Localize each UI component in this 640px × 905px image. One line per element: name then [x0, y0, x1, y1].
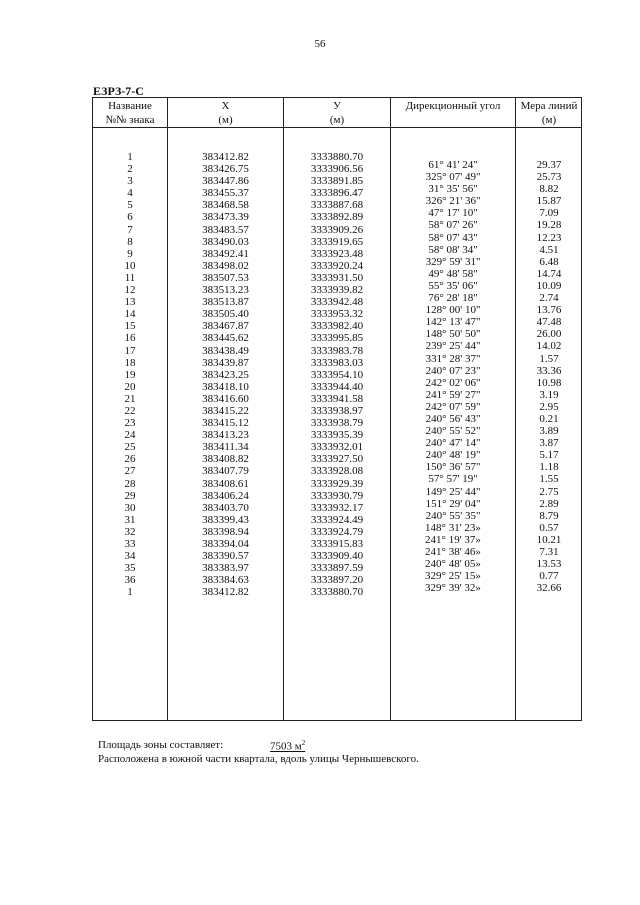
table-cell: 8.79 [539, 509, 559, 522]
table-cell: 3333896.47 [310, 187, 364, 200]
table-cell: 10.21 [536, 533, 562, 546]
location-text: Расположена в южной части квартала, вдоль улицы Чернышевского. [98, 753, 419, 765]
table-cell: 383415.12 [202, 417, 249, 430]
table-cell: 9 [127, 247, 133, 260]
table-cell: 14.02 [536, 340, 562, 353]
table-cell: 329° 59' 31" [425, 255, 481, 268]
table-cell: 12.23 [536, 231, 562, 244]
table-cell: 1 [127, 151, 133, 163]
table-cell: 26.00 [536, 328, 562, 341]
table-cell: 383399.43 [202, 513, 249, 526]
table-cell: 383513.23 [202, 284, 249, 297]
table-cell: 383468.58 [202, 199, 249, 212]
table-cell: 49° 48' 58" [428, 267, 478, 280]
table-cell: 3.87 [539, 437, 559, 450]
table-cell: 3333938.79 [310, 417, 364, 430]
table-cell: 32.66 [536, 582, 562, 595]
table-cell: 240° 07' 23" [425, 364, 481, 377]
table-cell: 3333983.03 [310, 356, 364, 369]
table-cell: 1.55 [539, 473, 559, 486]
table-cell: 241° 19' 37» [425, 533, 481, 546]
table-cell: 383411.34 [202, 441, 249, 454]
table-cell: 24 [124, 429, 136, 442]
column-x-values [168, 151, 283, 598]
table-cell: 383447.86 [202, 175, 249, 188]
table-cell: 3333924.49 [310, 513, 364, 526]
table-cell: 3333897.59 [310, 562, 364, 575]
table-cell: 3333942.48 [310, 296, 364, 309]
table-cell: 25.73 [536, 171, 562, 184]
table-cell: 128° 00' 10" [425, 304, 481, 317]
table-cell: 25 [124, 441, 136, 454]
table-cell: 383406.24 [202, 489, 249, 502]
table-cell: 3333929.39 [310, 477, 364, 490]
table-cell: 383390.57 [202, 550, 249, 563]
table-cell: 383403.70 [202, 501, 249, 514]
zone-code: ЕЗРЗ-7-С [93, 84, 144, 98]
table-cell: 383415.22 [202, 404, 249, 417]
table-cell: 383418.10 [202, 380, 249, 393]
table-cell: 3333927.50 [310, 453, 364, 466]
table-cell: 383413.23 [202, 429, 249, 442]
column-lengths [516, 159, 582, 594]
table-cell: 3333931.50 [310, 271, 364, 284]
table-cell: 10.09 [536, 279, 562, 292]
table-cell: 32 [124, 525, 136, 538]
table-cell: 3333941.58 [310, 392, 364, 405]
table-cell: 14.74 [536, 267, 562, 280]
table-cell: 29.37 [536, 159, 562, 171]
table-cell: 3333909.26 [310, 223, 364, 236]
header-y: У (м) [329, 100, 345, 126]
table-cell: 383394.04 [202, 538, 249, 550]
table-cell: 3 [127, 175, 133, 188]
table-cell: 3333906.56 [310, 163, 364, 176]
table-cell: 3333935.39 [310, 429, 364, 442]
table-cell: 3333919.65 [310, 235, 364, 248]
table-cell: 240° 56' 43" [425, 412, 481, 425]
table-cell: 4.51 [539, 243, 559, 256]
table-cell: 3333932.17 [310, 501, 364, 514]
table-cell: 33 [124, 538, 136, 550]
table-cell: 148° 50' 50" [425, 328, 481, 341]
table-cell: 3.19 [539, 388, 559, 401]
table-cell: 3333954.10 [310, 368, 364, 381]
table-cell: 383467.87 [202, 320, 249, 333]
header-length: Мера линий (м) [520, 100, 578, 126]
table-cell: 2.95 [539, 400, 559, 413]
table-cell: 3333909.40 [310, 550, 364, 563]
table-cell: 35 [124, 562, 136, 575]
table-cell: 240° 48' 05» [425, 558, 481, 571]
table-cell: 383407.79 [202, 465, 249, 478]
table-cell: 58° 07' 26" [428, 219, 478, 232]
table-cell: 3333953.32 [310, 308, 364, 321]
table-cell: 58° 07' 43" [428, 231, 478, 244]
table-cell: 383423.25 [202, 368, 249, 381]
table-cell: 12 [124, 284, 136, 297]
table-cell: 0.77 [539, 570, 559, 583]
table-cell: 383383.97 [202, 562, 249, 575]
table-cell: 57° 57' 19" [428, 473, 478, 486]
table-cell: 5 [127, 199, 133, 212]
table-cell: 3333928.08 [310, 465, 364, 478]
table-cell: 383408.82 [202, 453, 249, 466]
table-cell: 3333983.78 [310, 344, 364, 357]
table-cell: 383398.94 [202, 525, 249, 538]
table-cell: 19.28 [536, 219, 562, 232]
table-cell: 6.48 [539, 255, 559, 268]
table-cell: 7.09 [539, 207, 559, 220]
table-cell: 10 [124, 259, 136, 272]
table-cell: 383498.02 [202, 259, 249, 272]
table-cell: 240° 55' 52" [425, 425, 481, 438]
table-cell: 383483.57 [202, 223, 249, 236]
table-cell: 23 [124, 417, 136, 430]
table-cell: 26 [124, 453, 136, 466]
table-cell: 0.57 [539, 521, 559, 534]
table-cell: 1.57 [539, 352, 559, 365]
table-cell: 329° 39' 32» [425, 582, 481, 595]
table-cell: 242° 02' 06" [425, 376, 481, 389]
table-cell: 242° 07' 59" [425, 400, 481, 413]
table-cell: 76° 28' 18" [428, 292, 478, 305]
area-label: Площадь зоны составляет: [98, 739, 224, 751]
area-line [98, 739, 306, 753]
table-cell: 11 [124, 271, 136, 284]
table-cell: 325° 07' 49" [425, 171, 481, 184]
table-cell: 383505.40 [202, 308, 249, 321]
table-cell: 16 [124, 332, 136, 345]
table-cell: 3333897.20 [310, 574, 364, 587]
table-cell: 31° 35' 56" [428, 183, 478, 196]
table-cell: 240° 55' 35" [425, 509, 481, 522]
table-cell: 13.76 [536, 304, 562, 317]
table-cell: 3333920.24 [310, 259, 364, 272]
table-cell: 3333939.82 [310, 284, 364, 297]
table-cell: 149° 25' 44" [425, 485, 481, 498]
table-cell: 3333924.79 [310, 525, 364, 538]
table-cell: 383513.87 [202, 296, 249, 309]
table-cell: 1.18 [539, 461, 559, 474]
table-cell: 17 [124, 344, 136, 357]
page-number: 56 [314, 38, 326, 50]
table-cell: 58° 08' 34" [428, 243, 478, 256]
table-cell: 383492.41 [202, 247, 249, 260]
header-angle: Дирекционный угол [405, 100, 501, 112]
table-cell: 47° 17' 10" [428, 207, 478, 220]
table-cell: 240° 47' 14" [425, 437, 481, 450]
table-cell: 142° 13' 47" [425, 316, 481, 329]
table-cell: 28 [124, 477, 136, 490]
table-cell: 241° 59' 27" [425, 388, 481, 401]
table-cell: 383412.82 [202, 151, 249, 163]
table-cell: 61° 41' 24" [428, 159, 478, 171]
table-cell: 151° 29' 04" [425, 497, 481, 510]
table-cell: 47.48 [536, 316, 562, 329]
table-cell: 30 [124, 501, 136, 514]
table-cell: 2.75 [539, 485, 559, 498]
table-cell: 326° 21' 36" [425, 195, 481, 208]
table-cell: 383473.39 [202, 211, 249, 224]
column-y-values [284, 151, 390, 598]
table-cell: 240° 48' 19" [425, 449, 481, 462]
table-cell: 241° 38' 46» [425, 546, 481, 558]
table-cell: 3333887.68 [310, 199, 364, 212]
table-cell: 3333932.01 [310, 441, 364, 454]
table-cell: 1 [127, 586, 133, 599]
table-cell: 383408.61 [202, 477, 249, 490]
table-cell: 10.98 [536, 376, 562, 389]
table-cell: 3333930.79 [310, 489, 364, 502]
table-cell: 22 [124, 404, 136, 417]
table-cell: 36 [124, 574, 136, 587]
table-cell: 7 [127, 223, 133, 236]
table-cell: 15 [124, 320, 136, 333]
table-cell: 3.89 [539, 425, 559, 438]
table-cell: 239° 25' 44" [425, 340, 481, 353]
area-value: 7503 $м^2$ [270, 739, 306, 753]
table-cell: 383445.62 [202, 332, 249, 345]
table-cell: 383416.60 [202, 392, 249, 405]
table-cell: 55° 35' 06" [428, 279, 478, 292]
header-name: Название №№ знака [105, 100, 155, 126]
table-cell: 14 [124, 308, 136, 321]
table-cell: 8.82 [539, 183, 559, 196]
table-cell: 31 [124, 513, 136, 526]
table-cell: 383507.53 [202, 271, 249, 284]
table-cell: 0.21 [539, 412, 559, 425]
table-cell: 33.36 [536, 364, 562, 377]
table-cell: 383412.82 [202, 586, 249, 599]
table-cell: 5.17 [539, 449, 559, 462]
table-cell: 3333880.70 [310, 151, 364, 163]
table-cell: 21 [124, 392, 136, 405]
table-cell: 3333880.70 [310, 586, 364, 599]
table-cell: 148° 31' 23» [425, 521, 481, 534]
table-cell: 3333944.40 [310, 380, 364, 393]
table-cell: 6 [127, 211, 133, 224]
table-cell: 3333891.85 [310, 175, 364, 188]
table-cell: 2 [127, 163, 133, 176]
table-cell: 3333892.89 [310, 211, 364, 224]
table-cell: 150° 36' 57" [425, 461, 481, 474]
table-cell: 27 [124, 465, 136, 478]
table-cell: 13.53 [536, 558, 562, 571]
table-cell: 7.31 [539, 546, 559, 558]
table-cell: 383490.03 [202, 235, 249, 248]
table-cell: 3333923.48 [310, 247, 364, 260]
table-cell: 383455.37 [202, 187, 249, 200]
column-angles [391, 159, 515, 594]
table-cell: 20 [124, 380, 136, 393]
table-cell: 15.87 [536, 195, 562, 208]
table-cell: 331° 28' 37" [425, 352, 481, 365]
table-cell: 3333995.85 [310, 332, 364, 345]
table-cell: 18 [124, 356, 136, 369]
table-cell: 13 [124, 296, 136, 309]
header-divider [93, 127, 581, 128]
table-cell: 2.74 [539, 292, 559, 305]
table-cell: 19 [124, 368, 136, 381]
table-cell: 29 [124, 489, 136, 502]
table-cell: 329° 25' 15» [425, 570, 481, 583]
header-x: Х (м) [218, 100, 233, 126]
table-cell: 383439.87 [202, 356, 249, 369]
table-cell: 3333938.97 [310, 404, 364, 417]
table-cell: 8 [127, 235, 133, 248]
coordinates-table [92, 97, 582, 721]
column-point-numbers [93, 151, 167, 598]
table-cell: 383426.75 [202, 163, 249, 176]
table-cell: 383438.49 [202, 344, 249, 357]
table-cell: 383384.63 [202, 574, 249, 587]
table-cell: 4 [127, 187, 133, 200]
table-cell: 3333915.83 [310, 538, 364, 550]
table-cell: 34 [124, 550, 136, 563]
table-cell: 3333982.40 [310, 320, 364, 333]
table-cell: 2.89 [539, 497, 559, 510]
